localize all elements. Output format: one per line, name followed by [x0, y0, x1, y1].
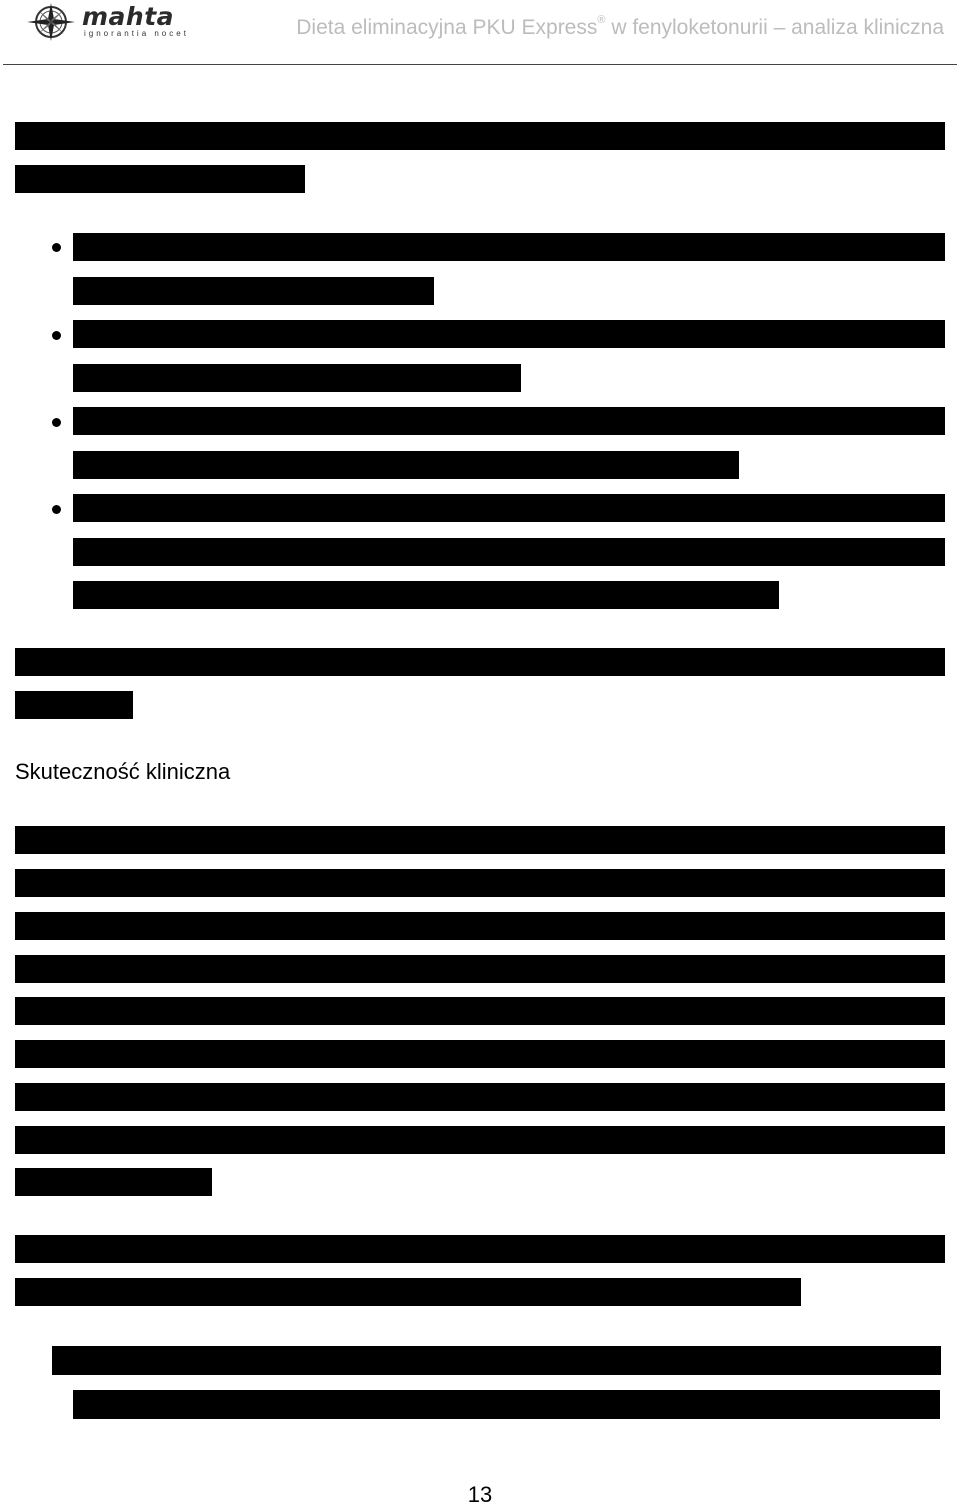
redacted-line [15, 912, 945, 940]
redacted-line [15, 165, 305, 193]
bullet-marker [52, 418, 61, 427]
redacted-line [15, 1040, 945, 1068]
redacted-line [52, 1346, 941, 1375]
header-title-main: Dieta eliminacyjna PKU Express [296, 16, 598, 39]
redacted-line [15, 648, 945, 676]
compass-rose-icon [24, 2, 78, 42]
bullet-marker [52, 331, 61, 340]
redacted-line [15, 1278, 801, 1306]
header-title-rest: w fenyloketonurii – analiza kliniczna [605, 16, 944, 39]
mahta-logo [24, 2, 194, 42]
redacted-line [15, 1168, 212, 1196]
redacted-line [15, 1126, 945, 1154]
logo-tagline: ignorantia nocet [84, 29, 189, 38]
redacted-line [73, 1390, 940, 1419]
redacted-line [15, 826, 945, 854]
redacted-line [73, 407, 945, 435]
redacted-line [73, 364, 521, 392]
redacted-line [73, 277, 434, 305]
redacted-line [73, 538, 945, 566]
redacted-line [73, 233, 945, 261]
header-divider [3, 64, 957, 65]
redacted-line [15, 1235, 945, 1263]
page-header [0, 0, 960, 66]
redacted-line [15, 955, 945, 983]
redacted-line [15, 122, 945, 150]
section-heading: Skuteczność kliniczna [15, 759, 231, 784]
redacted-line [15, 1083, 945, 1111]
bullet-marker [52, 243, 61, 252]
registered-mark: ® [597, 14, 606, 26]
bullet-marker [52, 505, 61, 514]
redacted-line [73, 494, 945, 522]
redacted-line [73, 451, 739, 479]
logo-wordmark: mahta [82, 2, 175, 31]
redacted-line [15, 869, 945, 897]
redacted-line [15, 691, 133, 719]
page-number: 13 [467, 1482, 493, 1507]
redacted-line [73, 581, 779, 609]
redacted-line [15, 997, 945, 1025]
running-header-title [296, 9, 944, 42]
redacted-line [73, 320, 945, 348]
